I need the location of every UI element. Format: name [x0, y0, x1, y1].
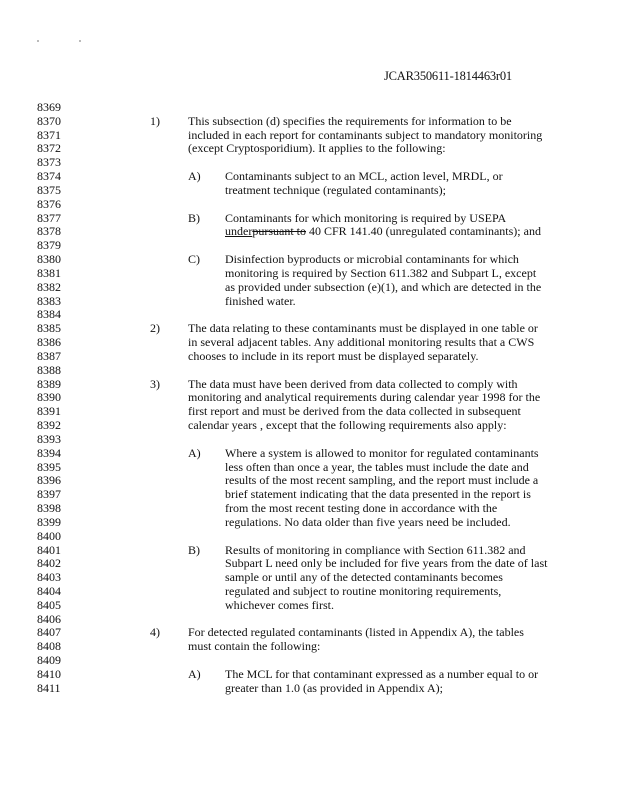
document-line — [0, 461, 618, 475]
line-text: Results of monitoring in compliance with Section 611.382 and — [225, 542, 526, 557]
document-line — [0, 640, 618, 654]
line-number: 8410 — [37, 666, 61, 681]
line-text: This subsection (d) specifies the requirements for information to be — [188, 113, 512, 128]
line-text: monitoring and analytical requirements during calendar year 1998 for the — [188, 390, 541, 405]
item-label: 1) — [150, 113, 160, 128]
item-label: A) — [188, 666, 201, 681]
line-number: 8369 — [37, 100, 61, 114]
line-number: 8379 — [37, 238, 61, 253]
document-line — [0, 308, 618, 322]
line-number: 8399 — [37, 514, 61, 529]
item-label: A) — [188, 169, 201, 184]
document-line — [0, 295, 618, 309]
line-number: 8395 — [37, 459, 61, 474]
line-text: For detected regulated contaminants (listed in Appendix A), the tables — [188, 625, 524, 640]
document-line — [0, 516, 618, 530]
document-line — [0, 474, 618, 488]
line-text — [225, 225, 541, 239]
text-segment: 40 CFR 141.40 (unregulated contaminants); and — [306, 224, 541, 239]
document-line — [0, 239, 618, 253]
line-number: 8371 — [37, 127, 61, 142]
line-text: results of the most recent sampling, and the report must include a — [225, 473, 539, 488]
document-line — [0, 364, 618, 378]
line-number: 8388 — [37, 362, 61, 377]
document-line — [0, 530, 618, 544]
item-label: 4) — [150, 625, 160, 640]
line-number: 8398 — [37, 501, 61, 516]
document-line — [0, 447, 618, 461]
line-number: 8404 — [37, 583, 61, 598]
document-line — [0, 599, 618, 613]
line-number: 8409 — [37, 653, 61, 668]
line-number: 8411 — [37, 680, 61, 695]
line-number: 8408 — [37, 639, 61, 654]
document-line — [0, 405, 618, 419]
document-line — [0, 253, 618, 267]
line-number: 8387 — [37, 348, 61, 363]
line-number: 8392 — [37, 418, 61, 433]
document-line — [0, 488, 618, 502]
document-line — [0, 281, 618, 295]
line-number: 8372 — [37, 141, 61, 156]
document-line — [0, 322, 618, 336]
line-number: 8396 — [37, 473, 61, 488]
document-line — [0, 336, 618, 350]
line-number: 8380 — [37, 252, 61, 267]
line-text: less often than once a year, the tables must include the date and — [225, 459, 529, 474]
line-number: 8381 — [37, 265, 61, 280]
document-line — [0, 419, 618, 433]
line-number: 8382 — [37, 279, 61, 294]
line-number: 8377 — [37, 210, 61, 225]
line-number: 8374 — [37, 169, 61, 184]
line-text: must contain the following: — [188, 639, 321, 654]
line-number: 8386 — [37, 335, 61, 350]
line-number: 8405 — [37, 597, 61, 612]
document-id-header: JCAR350611-1814463r01 — [384, 69, 512, 83]
line-text: Where a system is allowed to monitor for regulated contaminants — [225, 445, 539, 460]
line-text: The data must have been derived from data collected to comply with — [188, 376, 518, 391]
line-text: Subpart L need only be included for five years from the date of last — [225, 556, 548, 571]
document-line — [0, 184, 618, 198]
document-line — [0, 433, 618, 447]
line-number: 8403 — [37, 570, 61, 585]
line-text: monitoring is required by Section 611.382 and Subpart L, except — [225, 265, 537, 280]
document-line — [0, 170, 618, 184]
line-text: greater than 1.0 (as provided in Appendix A); — [225, 680, 443, 695]
document-line — [0, 378, 618, 392]
document-line — [0, 502, 618, 516]
item-label: 2) — [150, 321, 160, 336]
item-label: A) — [188, 445, 201, 460]
line-number: 8390 — [37, 390, 61, 405]
line-number: 8378 — [37, 224, 61, 239]
document-line — [0, 212, 618, 226]
line-number: 8391 — [37, 404, 61, 419]
deleted-text: pursuant to — [252, 224, 306, 239]
scan-speck — [79, 40, 81, 42]
line-text: sample or until any of the detected contaminants becomes — [225, 570, 503, 585]
line-number: 8401 — [37, 542, 61, 557]
numbered-lines — [0, 101, 618, 696]
document-line — [0, 350, 618, 364]
line-number: 8375 — [37, 182, 61, 197]
document-line — [0, 156, 618, 170]
item-label: B) — [188, 542, 200, 557]
line-text: from the most recent testing done in accordance with the — [225, 501, 498, 516]
inserted-text: under — [225, 224, 253, 239]
line-text: chooses to include in its report must be displayed separately. — [188, 348, 479, 363]
line-number: 8376 — [37, 196, 61, 211]
line-text: The data relating to these contaminants must be displayed in one table or — [188, 321, 538, 336]
line-text: as provided under subsection (e)(1), and which are detected in the — [225, 279, 542, 294]
item-label: C) — [188, 252, 200, 267]
line-text: whichever comes first. — [225, 597, 334, 612]
document-line — [0, 391, 618, 405]
line-number: 8407 — [37, 625, 61, 640]
document-line — [0, 682, 618, 696]
line-text: in several adjacent tables. Any additional monitoring results that a CWS — [188, 335, 535, 350]
line-text: calendar years , except that the following requirements also apply: — [188, 418, 507, 433]
item-label: 3) — [150, 376, 160, 391]
line-text: Contaminants for which monitoring is required by USEPA — [225, 210, 507, 225]
line-text: Disinfection byproducts or microbial contaminants for which — [225, 252, 519, 267]
document-line — [0, 129, 618, 143]
line-text: treatment technique (regulated contaminants); — [225, 182, 446, 197]
line-number: 8397 — [37, 487, 61, 502]
line-number: 8383 — [37, 293, 61, 308]
line-number: 8370 — [37, 113, 61, 128]
document-line — [0, 101, 618, 115]
line-number: 8400 — [37, 528, 61, 543]
line-number: 8389 — [37, 376, 61, 391]
document-line — [0, 626, 618, 640]
line-text: Contaminants subject to an MCL, action level, MRDL, or — [225, 169, 503, 184]
line-number: 8406 — [37, 611, 61, 626]
line-number: 8402 — [37, 556, 61, 571]
document-line — [0, 198, 618, 212]
line-number: 8373 — [37, 155, 61, 170]
line-text: finished water. — [225, 293, 296, 308]
document-line — [0, 115, 618, 129]
line-text: regulations. No data older than five years need be included. — [225, 514, 511, 529]
item-label: B) — [188, 210, 200, 225]
document-line — [0, 544, 618, 558]
line-number: 8393 — [37, 431, 61, 446]
document-line — [0, 225, 618, 239]
line-text: included in each report for contaminants subject to mandatory monitoring — [188, 127, 543, 142]
line-text: The MCL for that contaminant expressed as a number equal to or — [225, 666, 539, 681]
line-text: regulated and subject to routine monitoring requirements, — [225, 583, 502, 598]
document-line — [0, 654, 618, 668]
line-number: 8384 — [37, 307, 61, 322]
document-line — [0, 557, 618, 571]
document-line — [0, 668, 618, 682]
scan-speck — [37, 40, 39, 42]
line-number: 8385 — [37, 321, 61, 336]
document-line — [0, 267, 618, 281]
line-text: (except Cryptosporidium). It applies to the following: — [188, 141, 446, 156]
line-text: brief statement indicating that the data presented in the report is — [225, 487, 531, 502]
document-line — [0, 571, 618, 585]
document-line — [0, 142, 618, 156]
document-line — [0, 585, 618, 599]
line-text: first report and must be derived from the data collected in subsequent — [188, 404, 521, 419]
line-number: 8394 — [37, 445, 61, 460]
document-line — [0, 613, 618, 627]
